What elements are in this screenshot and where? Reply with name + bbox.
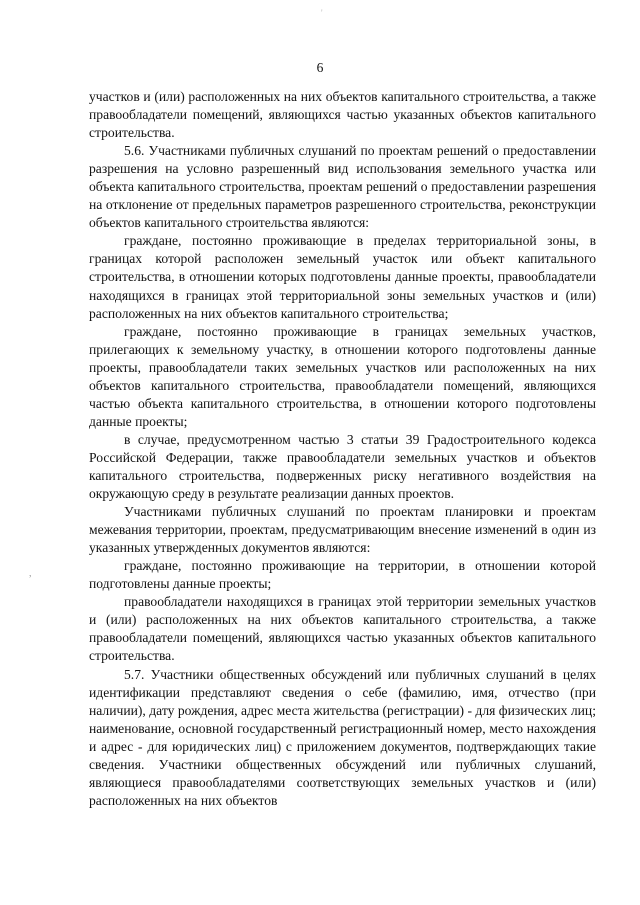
paragraph-residents: граждане, постоянно проживающие на территории, в отношении которой подготовлены данные проекты; xyxy=(89,558,596,592)
paragraph-adjacent-plots: граждане, постоянно проживающие в границах земельных участков, прилегающих к земельному участку, в отношении которого подготовлены данные проекты, правообладатели таких земельных участков или расположенных на них объектов капитального строительства, правообладатели помещений, являющихся частью объекта капитального строительства, в отношении которого подготовлены данные проекты; xyxy=(89,323,596,429)
paragraph-territorial-zone: граждане, постоянно проживающие в пределах территориальной зоны, в границах которой расположен земельный участок или объект капитального строительства, в отношении которых подготовлены данные проекты, правообладатели находящихся в границах этой территориальной зоны земельных участков и (или) расположенных на них объектов капитального строительства; xyxy=(89,233,596,321)
margin-mark: , xyxy=(29,568,32,579)
paragraph-rights-holders: правообладатели находящихся в границах этой территории земельных участков и (или) расположенных на них объектов капитального строительства, а также правообладатели помещений, являющихся частью указанных объектов капитального строительства. xyxy=(89,594,596,664)
paragraph-article-39: в случае, предусмотренном частью 3 статьи 39 Градостроительного кодекса Российской Федерации, также правообладатели земельных участков и объектов капитального строительства, подверженных риску негативного воздействия на окружающую среду в результате реализации данных проектов. xyxy=(89,431,596,502)
document-body xyxy=(89,88,596,810)
paragraph-5-7: 5.7. Участники общественных обсуждений или публичных слушаний в целях идентификации представляют сведения о себе (фамилию, имя, отчество (при наличии), дату рождения, адрес места жительства (регистрации) - для физических лиц; наименование, основной государственный регистрационный номер, место нахождения и адрес - для юридических лиц) с приложением документов, подтверждающих такие сведения. Участники общественных обсуждений или публичных слушаний, являющиеся правообладателями соответствующих земельных участков и (или) расположенных на них объектов xyxy=(89,666,596,808)
paragraph-planning-projects: Участниками публичных слушаний по проектам планировки и проектам межевания территории, проектам, предусматривающим внесение изменений в один из указанных утвержденных документов являются: xyxy=(89,504,596,556)
paragraph-continuation: участков и (или) расположенных на них объектов капитального строительства, а также правообладатели помещений, являющихся частью указанных объектов капитального строительства. xyxy=(89,89,596,141)
page-number: 6 xyxy=(316,60,324,75)
scan-mark: ' xyxy=(321,8,323,18)
paragraph-5-6: 5.6. Участниками публичных слушаний по проектам решений о предоставлении разрешения на условно разрешенный вид использования земельного участка или объекта капитального строительства, проектам решений о предоставлении разрешения на отклонение от предельных параметров разрешенного строительства, реконструкции объектов капитального строительства являются: xyxy=(89,143,596,231)
